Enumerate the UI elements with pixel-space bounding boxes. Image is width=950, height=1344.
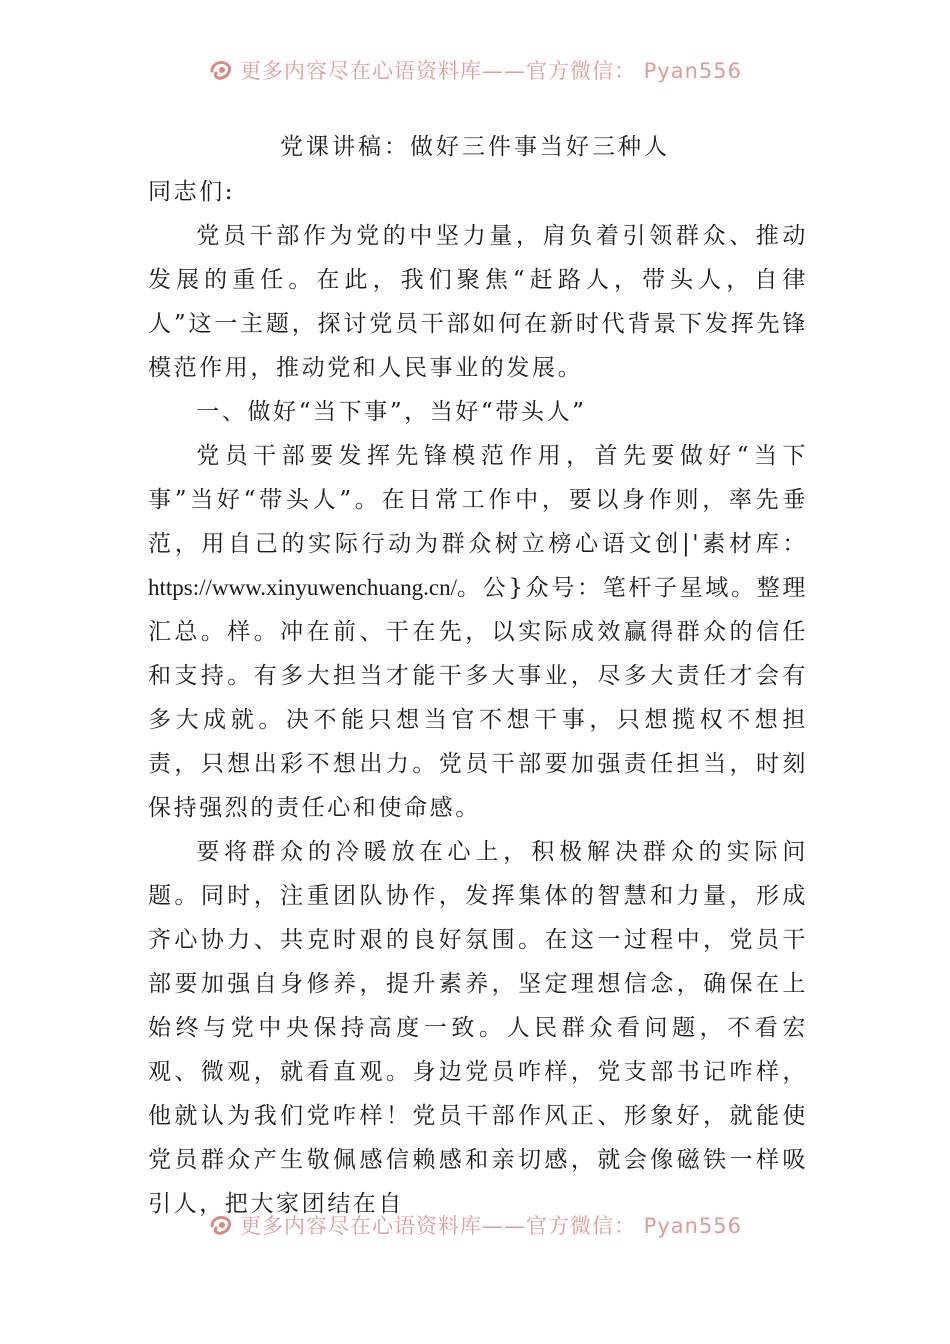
paragraph-text: 党员干部要发挥先锋模范作用，首先要做好“当下事”当好“带头人”。在日常工作中，要以身作则，率先垂范，用自己的实际行动为群众树立榜心语文创|'素材库： <box>148 443 808 557</box>
footer-watermark-text: 更多内容尽在心语资料库——官方微信： Pyan556 <box>239 1214 743 1238</box>
brand-logo-icon <box>208 57 234 83</box>
brand-logo-icon <box>208 1212 234 1238</box>
header-watermark-text: 更多内容尽在心语资料库——官方微信： Pyan556 <box>239 59 743 83</box>
document-title: 党课讲稿：做好三件事当好三种人 <box>280 134 670 160</box>
document-body <box>148 170 808 1226</box>
salutation: 同志们: <box>148 179 236 205</box>
intro-paragraph: 党员干部作为党的中坚力量，肩负着引领群众、推动发展的重任。在此，我们聚焦“赶路人，带头人，自律人”这一主题，探讨党员干部如何在新时代背景下发挥先锋模范作用，推动党和人民事业的发展。 <box>148 223 808 381</box>
body-paragraph <box>148 434 808 830</box>
body-paragraph: 要将群众的冷暖放在心上，积极解决群众的实际问题。同时，注重团队协作，发挥集体的智慧和力量，形成齐心协力、共克时艰的良好氛围。在这一过程中，党员干部要加强自身修养，提升素养，坚定理想信念，确保在上始终与党中央保持高度一致。人民群众看问题，不看宏观、微观，就看直观。身边党员咋样，党支部书记咋样，他就认为我们党咋样！党员干部作风正、形象好，就能使党员群众产生敬佩感信赖感和亲切感，就会像磁铁一样吸引人，把大家团结在自 <box>148 839 808 1217</box>
footer-watermark-banner <box>0 1205 950 1245</box>
paragraph-text: 。公}众号：笔杆子星域。整理汇总。样。冲在前、干在先，以实际成效赢得群众的信任和支持。有多大担当才能干多大事业，尽多大责任才会有多大成就。决不能只想当官不想干事，只想揽权不想担责，只想出彩不想出力。党员干部要加强责任担当，时刻保持强烈的责任心和使命感。 <box>148 575 808 821</box>
website-url: https://www.xinyuwenchuang.cn/ <box>148 575 457 600</box>
header-watermark-banner <box>0 50 950 90</box>
section-heading: 一、做好“当下事”，当好“带头人” <box>196 399 587 425</box>
